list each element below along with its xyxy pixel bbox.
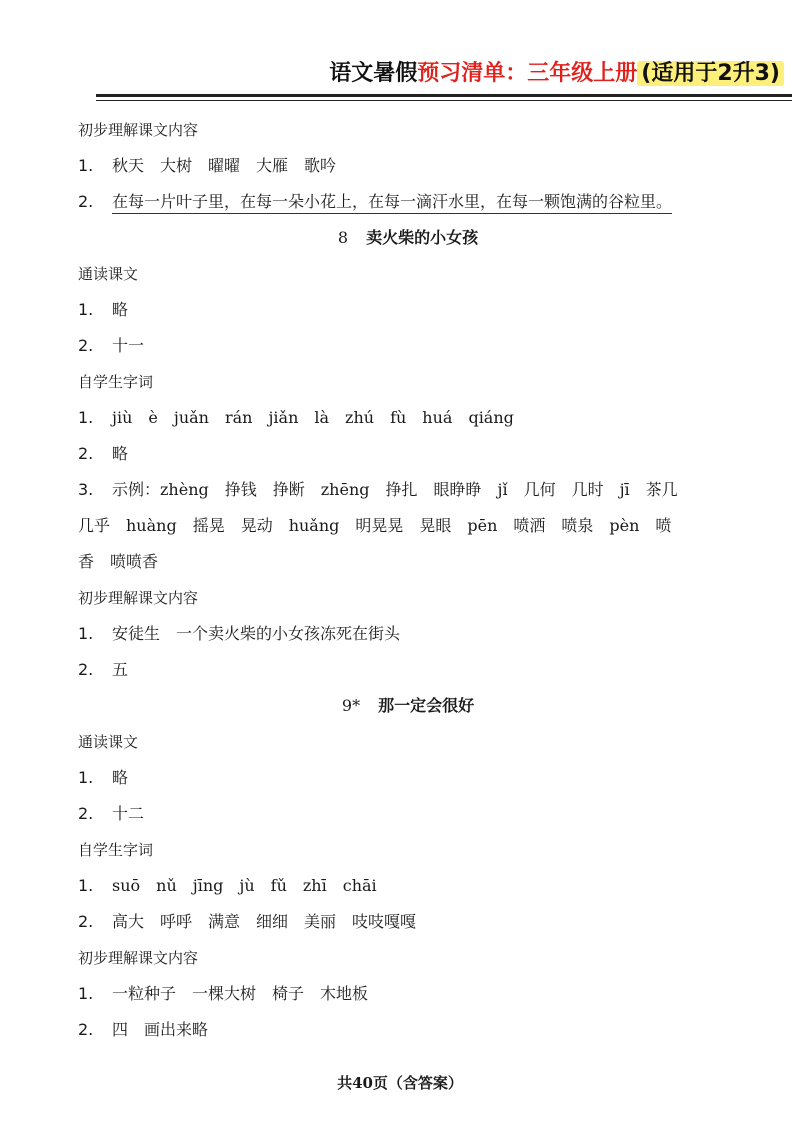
section-label-text: 初步理解课文内容 xyxy=(78,949,199,967)
answer-text: 示例：zhèng 挣钱 挣断 zhēng 挣扎 眼睁睁 jǐ 几何 几时 jī 茶几 xyxy=(112,480,678,499)
answer-item xyxy=(78,184,738,220)
answer-text: 五 xyxy=(112,660,129,679)
page-footer: 共40页（含答案） xyxy=(337,1074,463,1092)
answer-text: 安徒生 一个卖火柴的小女孩冻死在街头 xyxy=(112,624,401,643)
lesson-heading xyxy=(78,220,738,256)
answer-item xyxy=(78,472,738,508)
answer-text: 在每一片叶子里，在每一朵小花上，在每一滴汗水里，在每一颗饱满的谷粒里。 xyxy=(112,192,672,214)
answer-item xyxy=(78,148,738,184)
lesson-title: 卖火柴的小女孩 xyxy=(366,228,479,247)
answer-item xyxy=(78,760,738,796)
answer-content xyxy=(78,112,738,1048)
section-label xyxy=(78,112,738,148)
answer-item xyxy=(78,652,738,688)
section-label-text: 初步理解课文内容 xyxy=(78,121,199,139)
answer-continuation xyxy=(78,544,738,580)
answer-item xyxy=(78,868,738,904)
section-label-text: 通读课文 xyxy=(78,733,139,751)
answer-text: 略 xyxy=(112,444,129,463)
answer-item xyxy=(78,436,738,472)
answer-text: 秋天 大树 曜曜 大雁 歌吟 xyxy=(112,156,337,175)
answer-text: 十二 xyxy=(112,804,145,823)
section-label-text: 自学生字词 xyxy=(78,841,154,859)
section-label xyxy=(78,580,738,616)
section-label xyxy=(78,256,738,292)
answer-continuation xyxy=(78,508,738,544)
answer-item xyxy=(78,976,738,1012)
answer-item xyxy=(78,328,738,364)
answer-text: 高大 呼呼 满意 细细 美丽 吱吱嘎嘎 xyxy=(112,912,417,931)
answer-number: 1. xyxy=(78,300,94,319)
section-label-text: 通读课文 xyxy=(78,265,139,283)
section-label xyxy=(78,940,738,976)
section-label xyxy=(78,832,738,868)
header-rule-thick xyxy=(96,94,792,97)
answer-number: 2. xyxy=(78,444,94,463)
answer-item xyxy=(78,904,738,940)
answer-text: 几乎 huàng 摇晃 晃动 huǎng 明晃晃 晃眼 pēn 喷洒 喷泉 pèn 喷 xyxy=(78,516,672,535)
lesson-title: 那一定会很好 xyxy=(378,696,475,715)
header-title-part1: 语文暑假 xyxy=(329,61,418,86)
lesson-heading xyxy=(78,688,738,724)
answer-text: jiù è juǎn rán jiǎn là zhú fù huá qiáng xyxy=(112,408,514,427)
answer-text: suō nǔ jīng jù fǔ zhī chāi xyxy=(112,876,377,895)
lesson-number: 9* xyxy=(341,696,361,715)
answer-number: 2. xyxy=(78,912,94,931)
answer-text: 十一 xyxy=(112,336,145,355)
answer-item xyxy=(78,292,738,328)
header-rule-thin xyxy=(96,100,792,101)
page-header xyxy=(0,0,800,96)
header-title-part3: (适用于2升3) xyxy=(637,61,784,86)
header-title xyxy=(329,56,784,87)
answer-item xyxy=(78,616,738,652)
answer-number: 1. xyxy=(78,624,94,643)
answer-number: 2. xyxy=(78,192,94,211)
answer-item xyxy=(78,796,738,832)
answer-text: 一粒种子 一棵大树 椅子 木地板 xyxy=(112,984,369,1003)
section-label-text: 初步理解课文内容 xyxy=(78,589,199,607)
answer-number: 1. xyxy=(78,984,94,1003)
answer-text: 香 喷喷香 xyxy=(78,552,159,571)
answer-number: 1. xyxy=(78,156,94,175)
answer-item xyxy=(78,400,738,436)
answer-text: 略 xyxy=(112,768,129,787)
answer-text: 略 xyxy=(112,300,129,319)
header-title-part2: 预习清单：三年级上册 xyxy=(417,61,638,86)
answer-number: 1. xyxy=(78,768,94,787)
section-label-text: 自学生字词 xyxy=(78,373,154,391)
answer-number: 1. xyxy=(78,408,94,427)
answer-item xyxy=(78,1012,738,1048)
section-label xyxy=(78,724,738,760)
answer-number: 3. xyxy=(78,480,94,499)
answer-number: 1. xyxy=(78,876,94,895)
answer-number: 2. xyxy=(78,804,94,823)
section-label xyxy=(78,364,738,400)
answer-number: 2. xyxy=(78,1020,94,1039)
lesson-number: 8 xyxy=(337,228,349,247)
answer-number: 2. xyxy=(78,660,94,679)
answer-number: 2. xyxy=(78,336,94,355)
answer-text: 四 画出来略 xyxy=(112,1020,209,1039)
